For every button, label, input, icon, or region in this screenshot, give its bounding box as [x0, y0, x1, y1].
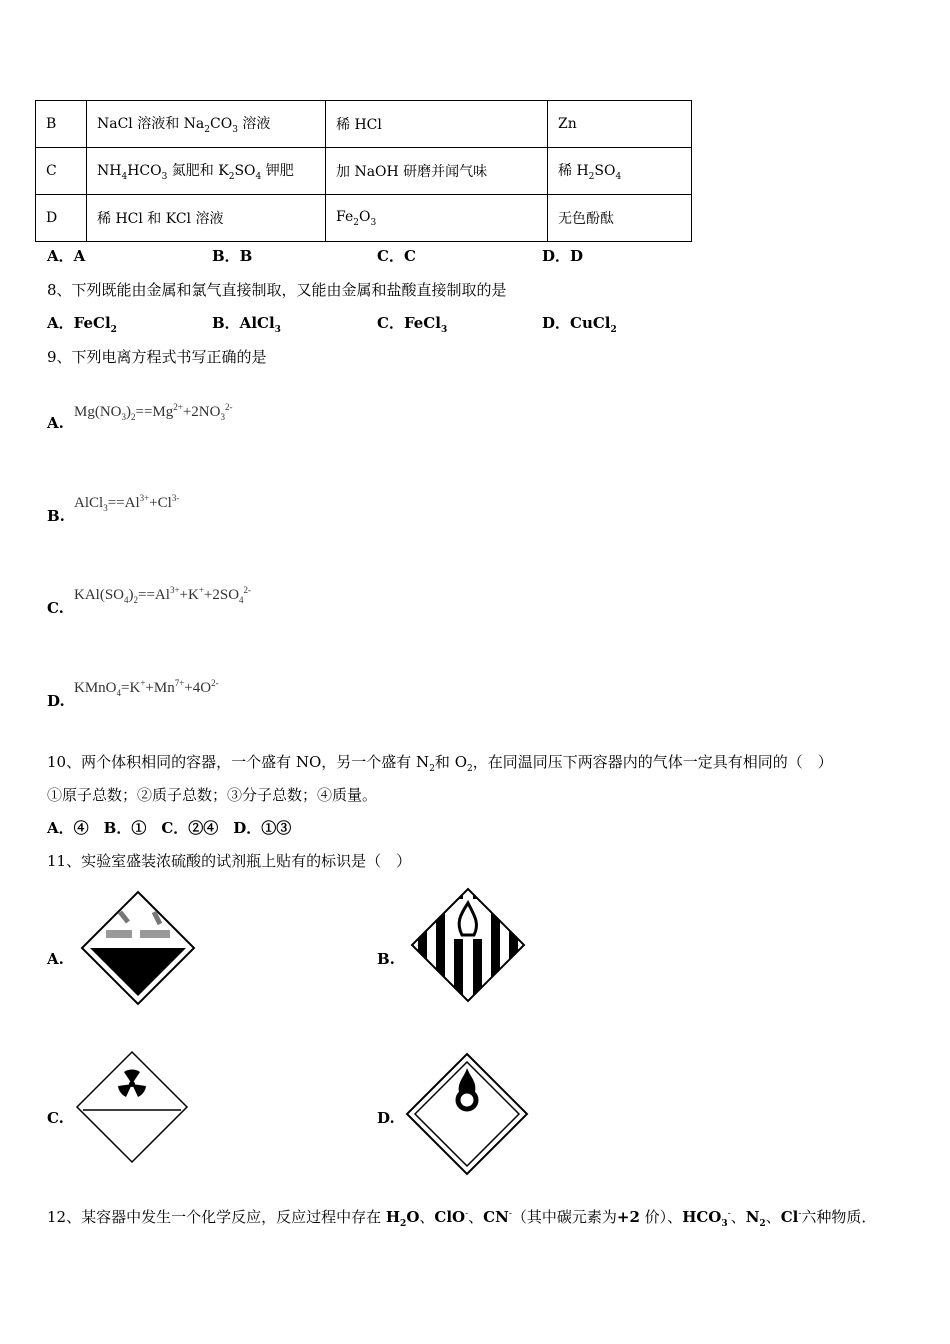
text-segment: D．CuCl: [542, 314, 611, 332]
text-segment: 4: [239, 595, 244, 605]
text-segment: HCO: [127, 163, 162, 180]
q11-label-a: A.: [47, 950, 64, 968]
text-segment: 2: [204, 124, 211, 135]
text-segment: KAl(SO: [74, 587, 125, 603]
q7-option-c: C．C: [377, 247, 416, 265]
text-segment: 溶液: [237, 116, 271, 133]
text-segment: 3: [370, 217, 377, 228]
text-segment: 12、某容器中发生一个化学反应，反应过程中存在: [47, 1208, 386, 1226]
text-segment: 3: [103, 503, 108, 513]
q9-label-d: D.: [47, 692, 65, 710]
text-segment: 2: [467, 764, 473, 774]
q9-label-c: C.: [47, 599, 64, 617]
text-segment: ClO: [434, 1208, 466, 1226]
q9-label-a: A.: [47, 414, 64, 432]
text-segment: CO: [210, 116, 233, 133]
text-segment: 10、两个体积相同的容器，一个盛有 NO，另一个盛有 N: [47, 753, 430, 771]
text-segment: 和 O: [434, 753, 467, 771]
cell: [326, 148, 548, 195]
flammable-solid-hazard-icon: [410, 887, 526, 1003]
text-segment: ==Al: [107, 495, 140, 511]
text-segment: （其中碳元素为: [511, 1208, 617, 1226]
text-segment: 4: [615, 171, 622, 182]
radioactive-hazard-icon: [75, 1050, 189, 1164]
text-segment: 3: [274, 325, 281, 335]
text-segment: +K: [179, 587, 199, 603]
text-segment: +Mn: [145, 680, 175, 696]
text-segment: 无色酚酞: [558, 211, 614, 227]
cell: [548, 148, 692, 195]
cell: B: [36, 101, 87, 148]
q7-option-a: A．A: [47, 247, 86, 265]
text-segment: NaCl 溶液和 Na: [97, 116, 205, 133]
text-segment: B．AlCl: [212, 314, 275, 332]
q8-option-a: [47, 314, 117, 339]
q9-formula-c: [74, 581, 251, 609]
q8-option-d: [542, 314, 617, 339]
text-segment: 、: [765, 1208, 781, 1226]
text-segment: ==Al: [138, 587, 170, 603]
oxidizer-hazard-icon: [405, 1052, 529, 1176]
text-segment: 2: [400, 1219, 407, 1229]
text-segment: 稀 HCl 和 KCl 溶液: [97, 211, 224, 227]
text-segment: -: [798, 1209, 802, 1219]
text-segment: 2: [131, 412, 136, 422]
text-segment: 3: [440, 325, 448, 335]
text-segment: ，在同温同压下两容器内的气体一定具有相同的（ ）: [472, 753, 833, 771]
answer-table: [35, 100, 692, 242]
text-segment: -: [727, 1209, 731, 1219]
text-segment: Mg(NO: [74, 404, 122, 420]
q11-label-d: D.: [377, 1109, 395, 1127]
q7-option-b: B．B: [212, 247, 253, 265]
text-segment: 2-: [211, 678, 219, 688]
text-segment: N: [745, 1208, 760, 1226]
text-segment: CN: [483, 1208, 509, 1226]
text-segment: +2SO: [203, 587, 240, 603]
text-segment: C．FeCl: [377, 314, 441, 332]
text-segment: HCO: [682, 1208, 722, 1226]
q10-stem: [47, 753, 833, 778]
text-segment: =K: [121, 680, 141, 696]
q9-formula-b: [74, 489, 179, 517]
text-segment: Fe: [336, 208, 354, 225]
text-segment: +2NO: [182, 404, 221, 420]
text-segment: 、: [730, 1208, 746, 1226]
text-segment: 2: [610, 325, 617, 335]
text-segment: 7+: [174, 678, 185, 688]
q7-option-d: D．D: [542, 247, 584, 265]
text-segment: 2+: [173, 402, 183, 412]
table-row: [36, 148, 692, 195]
text-segment: H: [385, 1208, 401, 1226]
text-segment: +: [140, 678, 146, 688]
text-segment: 2: [429, 764, 435, 774]
text-segment: 3: [161, 171, 168, 182]
corrosive-hazard-icon: [80, 890, 196, 1006]
text-segment: 2-: [243, 585, 252, 595]
text-segment: KMnO: [74, 680, 117, 696]
text-segment: ): [126, 404, 131, 420]
q9-formula-d: [74, 674, 219, 702]
text-segment: 4: [255, 171, 262, 182]
text-segment: 加 NaOH 研磨并闻气味: [336, 164, 488, 180]
cell: [87, 101, 326, 148]
text-segment: Cl: [780, 1208, 799, 1226]
text-segment: 稀 H: [558, 163, 589, 180]
q8-stem: 8、下列既能由金属和氯气直接制取，又能由金属和盐酸直接制取的是: [47, 281, 507, 299]
q10-options: A．④ B．① C．②④ D．①③: [47, 819, 292, 837]
text-segment: 3: [220, 412, 225, 422]
text-segment: 3: [721, 1219, 728, 1229]
text-segment: 4: [124, 595, 129, 605]
text-segment: -: [465, 1209, 469, 1219]
cell: [87, 195, 326, 242]
text-segment: 3-: [171, 493, 180, 503]
text-segment: SO: [234, 163, 256, 180]
q8-option-c: [377, 314, 447, 339]
text-segment: 2: [353, 217, 359, 228]
text-segment: SO: [594, 163, 616, 180]
cell: D: [36, 195, 87, 242]
text-segment: 3: [232, 124, 238, 135]
q9-stem: 9、下列电离方程式书写正确的是: [47, 348, 267, 366]
text-segment: O: [358, 208, 371, 225]
text-segment: 4: [121, 171, 128, 182]
q10-line2: ①原子总数；②质子总数；③分子总数；④质量。: [47, 786, 378, 804]
q8-option-b: [212, 314, 281, 339]
text-segment: +2: [616, 1208, 640, 1226]
q11-stem: 11、实验室盛装浓硫酸的试剂瓶上贴有的标识是（ ）: [47, 852, 412, 870]
cell: [87, 148, 326, 195]
q9-formula-a: [74, 398, 232, 426]
cell: C: [36, 148, 87, 195]
cell: [326, 101, 548, 148]
text-segment: +Cl: [149, 495, 172, 511]
text-segment: 2: [133, 595, 139, 605]
cell: [548, 101, 692, 148]
text-segment: +4O: [184, 680, 212, 696]
text-segment: 、: [419, 1208, 435, 1226]
text-segment: 4: [116, 688, 122, 698]
text-segment: 2: [228, 171, 235, 182]
text-segment: ): [128, 587, 134, 603]
text-segment: 2: [759, 1219, 766, 1229]
text-segment: Zn: [558, 116, 577, 132]
q11-label-b: B.: [377, 950, 395, 968]
q9-label-b: B.: [47, 507, 65, 525]
text-segment: O: [406, 1208, 420, 1226]
text-segment: NH: [97, 163, 122, 180]
text-segment: -: [508, 1209, 512, 1219]
text-segment: 2-: [224, 402, 233, 412]
text-segment: AlCl: [74, 495, 104, 511]
text-segment: A．FeCl: [47, 314, 111, 332]
text-segment: 六种物质．: [801, 1208, 877, 1226]
text-segment: 价）、: [639, 1208, 683, 1226]
text-segment: 3: [121, 412, 126, 422]
text-segment: 、: [468, 1208, 484, 1226]
text-segment: 氮肥和 K: [167, 163, 229, 180]
text-segment: 2: [110, 325, 117, 335]
q12-stem: [47, 1205, 876, 1233]
cell: [548, 195, 692, 242]
text-segment: ==Mg: [135, 404, 174, 420]
table-row: [36, 195, 692, 242]
text-segment: 2: [588, 171, 595, 182]
text-segment: 3+: [169, 585, 180, 595]
table-row: [36, 101, 692, 148]
text-segment: +: [198, 585, 204, 595]
text-segment: 3+: [139, 493, 150, 503]
cell: [326, 195, 548, 242]
q11-label-c: C.: [47, 1109, 64, 1127]
text-segment: 钾肥: [261, 163, 294, 180]
text-segment: 稀 HCl: [336, 117, 382, 133]
